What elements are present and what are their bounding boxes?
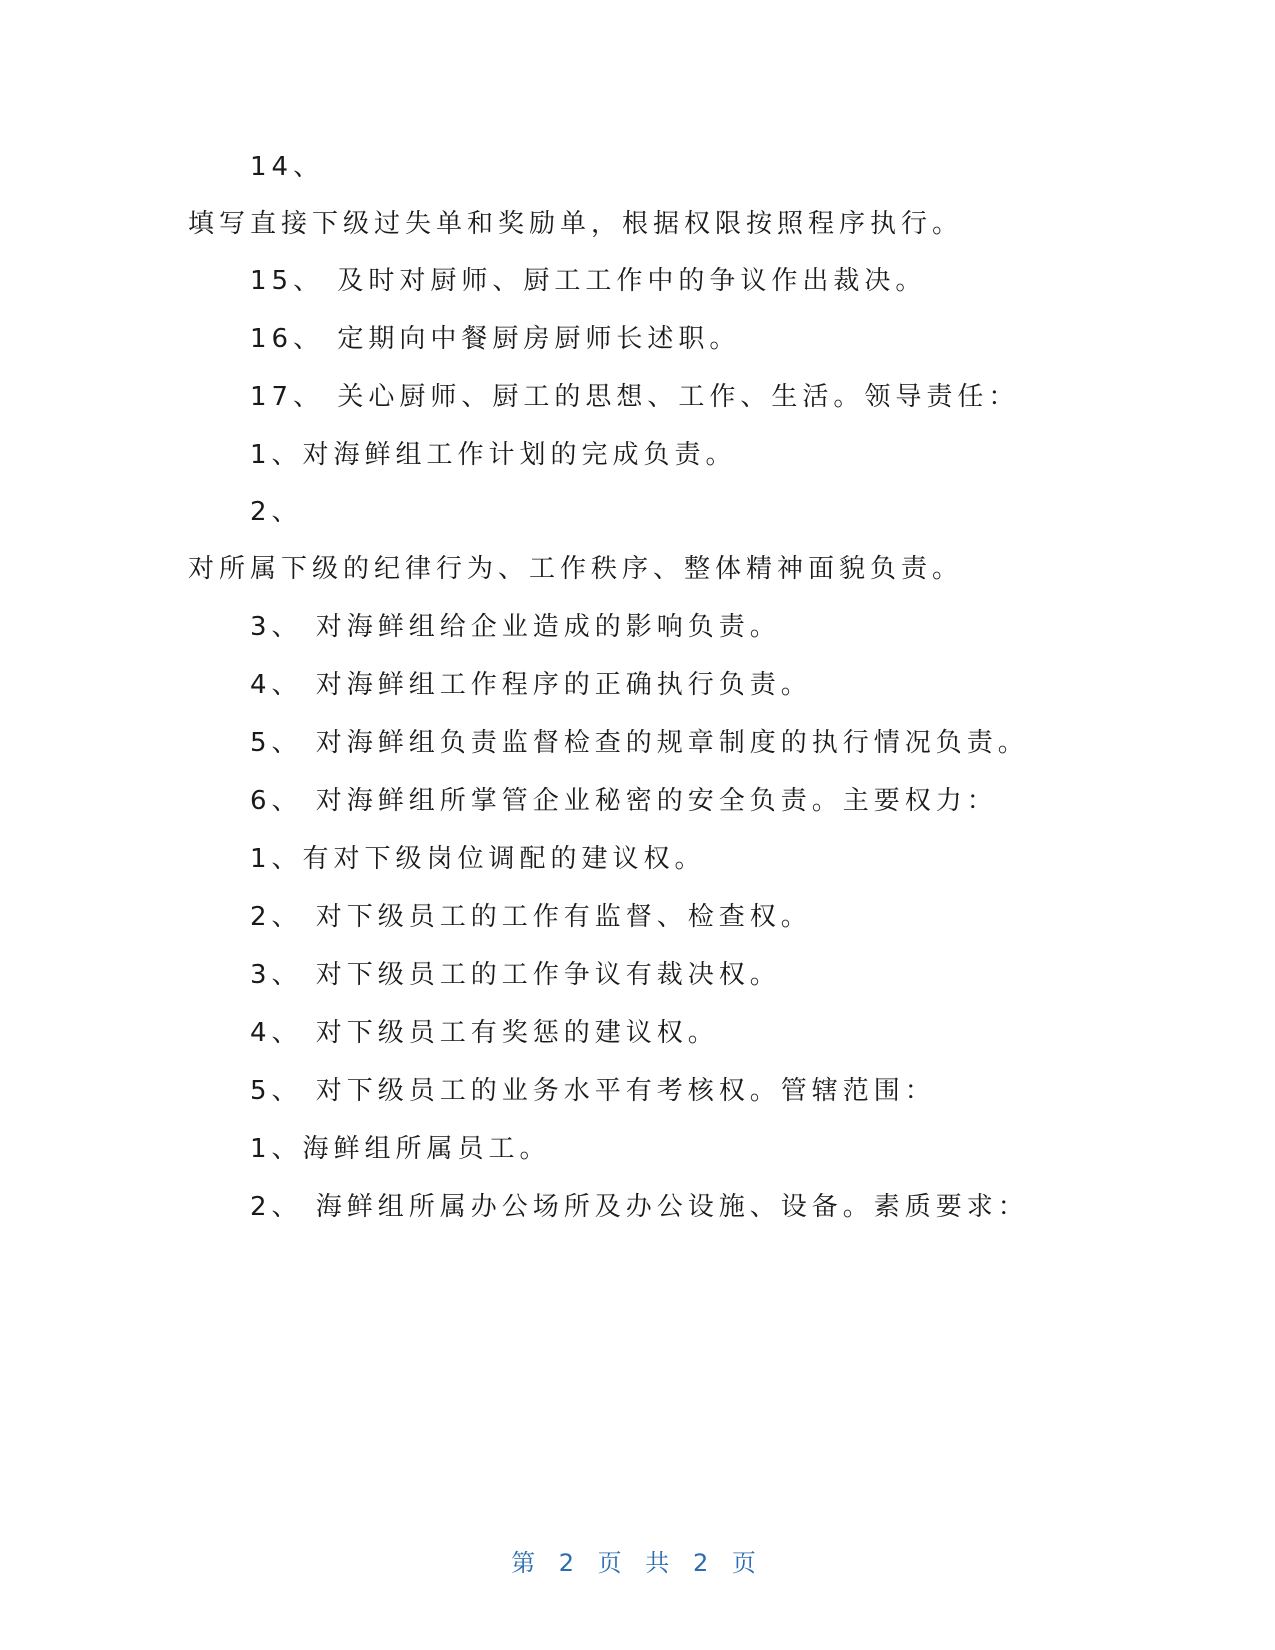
scope-item-2: 2、 海鲜组所属办公场所及办公设施、设备。素质要求： <box>250 1192 1029 1222</box>
scope-item-1: 1、海鲜组所属员工。 <box>250 1134 551 1164</box>
responsibility-item-6: 6、 对海鲜组所掌管企业秘密的安全负责。主要权力： <box>250 786 998 816</box>
power-item-5: 5、 对下级员工的业务水平有考核权。管辖范围： <box>250 1076 936 1106</box>
responsibility-item-5: 5、 对海鲜组负责监督检查的规章制度的执行情况负责。 <box>250 728 1029 758</box>
responsibility-item-3: 3、 对海鲜组给企业造成的影响负责。 <box>250 612 781 642</box>
power-item-3: 3、 对下级员工的工作争议有裁决权。 <box>250 960 781 990</box>
list-item-15: 15、 及时对厨师、厨工工作中的争议作出裁决。 <box>250 266 927 296</box>
responsibility-item-2-text: 对所属下级的纪律行为、工作秩序、整体精神面貌负责。 <box>188 554 964 584</box>
list-item-14: 14、 <box>250 152 325 182</box>
page-number-footer: 第 2 页 共 2 页 <box>511 1549 764 1577</box>
list-item-16: 16、 定期向中餐厨房厨师长述职。 <box>250 324 741 354</box>
responsibility-item-4: 4、 对海鲜组工作程序的正确执行负责。 <box>250 670 812 700</box>
power-item-4: 4、 对下级员工有奖惩的建议权。 <box>250 1018 719 1048</box>
responsibility-item-1: 1、对海鲜组工作计划的完成负责。 <box>250 440 737 470</box>
power-item-1: 1、有对下级岗位调配的建议权。 <box>250 844 706 874</box>
list-item-17: 17、 关心厨师、厨工的思想、工作、生活。领导责任： <box>250 382 1020 412</box>
responsibility-item-2: 2、 <box>250 497 303 527</box>
power-item-2: 2、 对下级员工的工作有监督、检查权。 <box>250 902 812 932</box>
list-item-14-text: 填写直接下级过失单和奖励单，根据权限按照程序执行。 <box>188 209 964 239</box>
